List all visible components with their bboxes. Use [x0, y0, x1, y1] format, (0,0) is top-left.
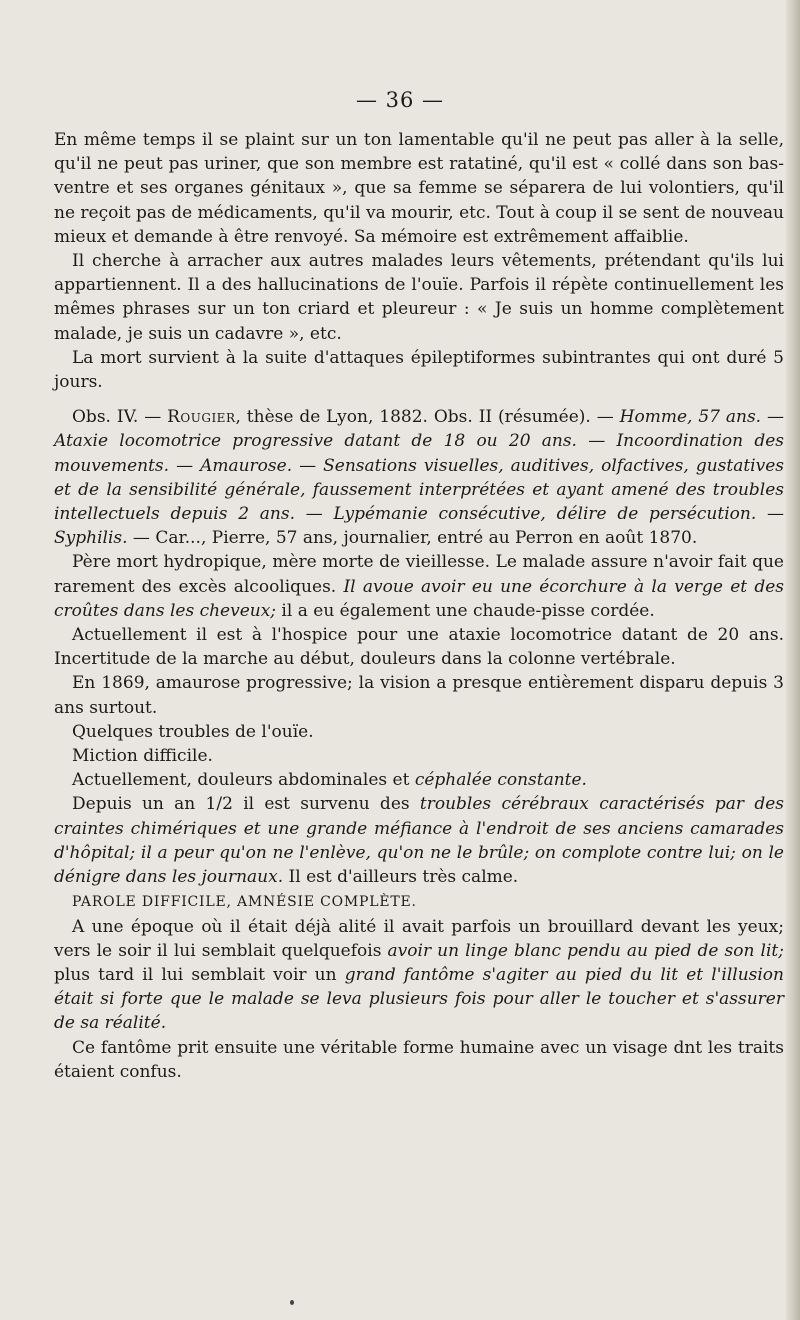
text-segment: Miction difficile. — [72, 746, 213, 767]
text-segment: La mort survient à la suite d'attaques épileptiformes subintrantes qui ont duré 5 jours. — [54, 347, 784, 393]
document-body — [54, 128, 784, 1084]
page-edge-shadow — [786, 0, 800, 1320]
text-segment: A une époque où il était déjà alité il avait parfois un brouillard devant les yeux; vers le soir il lui semblait quelquefois — [54, 916, 784, 961]
text-segment: Père mort hydropique, mère morte de vieillesse. Le malade assure n'avoir fait que rarement des excès alcooliques. — [54, 552, 784, 597]
text-segment: Rougier — [167, 407, 236, 428]
text-segment: Il avoue avoir eu une écorchure à la verge et des croûtes dans les cheveux; — [54, 576, 784, 621]
text-segment: grand fantôme s'agiter au pied du lit et l'illusion était si forte que le malade se leva plusieurs fois pour aller le toucher et s'assurer de sa réalité. — [54, 964, 784, 1034]
paragraph-p6 — [54, 623, 784, 671]
paragraph-p14 — [54, 1036, 784, 1084]
ink-speck — [290, 1300, 294, 1305]
text-segment: , thèse de Lyon, 1882. Obs. II (résumée). — — [235, 407, 620, 428]
text-segment: troubles cérébraux caractérisés par des craintes chimériques et une grande méfiance à l'endroit de ses anciens camarades d'hôpital; il a peur qu'on ne l'enlève, qu'on ne le brûle; on complote contre lui; on le dénigre dans les journaux. — [54, 794, 784, 888]
paragraph-p7 — [54, 671, 784, 719]
paragraph-p11 — [54, 792, 784, 889]
paragraph-p3 — [54, 346, 784, 394]
text-segment: Actuellement il est à l'hospice pour une ataxie locomotrice datant de 20 ans. Incertitude de la marche au début, douleurs dans la colonne vertébrale. — [54, 625, 784, 670]
paragraph-p8 — [54, 720, 784, 744]
paragraph-p9 — [54, 744, 784, 768]
paragraph-p1 — [54, 128, 784, 249]
text-segment: avoir un linge blanc pendu au pied de son lit; — [387, 940, 784, 961]
text-segment: il a eu également une chaude-pisse cordée. — [276, 600, 655, 621]
paragraph-p2 — [54, 249, 784, 346]
text-segment: En 1869, amaurose progressive; la vision a presque entièrement disparu depuis 3 ans surtout. — [54, 673, 784, 718]
text-segment: Obs. IV. — — [72, 407, 168, 428]
text-segment: — Car..., Pierre, 57 ans, journalier, entré au Perron en août 1870. — [127, 528, 698, 549]
text-segment: plus tard il lui semblait voir un — [54, 964, 345, 985]
text-segment: Ce fantôme prit ensuite une véritable forme humaine avec un visage dnt les traits étaient confus. — [54, 1037, 784, 1082]
text-segment: céphalée constante. — [414, 770, 587, 791]
text-segment: Homme, 57 ans. — Ataxie locomotrice progressive datant de 18 ou 20 ans. — Incoordination des mouvements. — Amaurose. — Sensations visuelles, auditives, olfactives, gustatives et de la sensibilité générale, faussement interprétées et ayant amené des troubles intellectuels depuis 2 ans. — Lypémanie consécutive, délire de persécution. — Syphilis. — [54, 407, 784, 549]
paragraph-p5 — [54, 550, 784, 623]
text-segment: Il cherche à arracher aux autres malades leurs vêtements, prétendant qu'ils lui appartiennent. Il a des hallucinations de l'ouïe. Parfois il répète continuellement les mêmes phrases sur un ton criard et pleureur : « Je suis un homme complètement malade, je suis un cadavre », etc. — [54, 251, 784, 344]
paragraph-p13 — [54, 915, 784, 1036]
text-segment: En même temps il se plaint sur un ton lamentable qu'il ne peut pas aller à la selle, qu'il ne peut pas uriner, que son membre est ratatiné, qu'il est « collé dans son bas-ventre et ses organes génitaux », que sa femme se séparera de lui volontiers, qu'il ne reçoit pas de médicaments, qu'il va mourir, etc. Tout à coup il se sent de nouveau mieux et demande à être renvoyé. Sa mémoire est extrêmement affaiblie. — [54, 130, 784, 247]
text-segment: PAROLE DIFFICILE, AMNÉSIE COMPLÈTE. — [72, 894, 417, 911]
paragraph-p4 — [54, 405, 784, 550]
paragraph-p10 — [54, 768, 784, 792]
paragraph-p12 — [54, 889, 784, 914]
text-segment: Quelques troubles de l'ouïe. — [72, 721, 314, 742]
text-segment: Il est d'ailleurs très calme. — [283, 867, 519, 888]
text-segment: Depuis un an 1/2 il est survenu des — [72, 794, 420, 815]
page-number: — 36 — — [355, 88, 445, 112]
text-segment: Actuellement, douleurs abdominales et — [72, 770, 415, 791]
